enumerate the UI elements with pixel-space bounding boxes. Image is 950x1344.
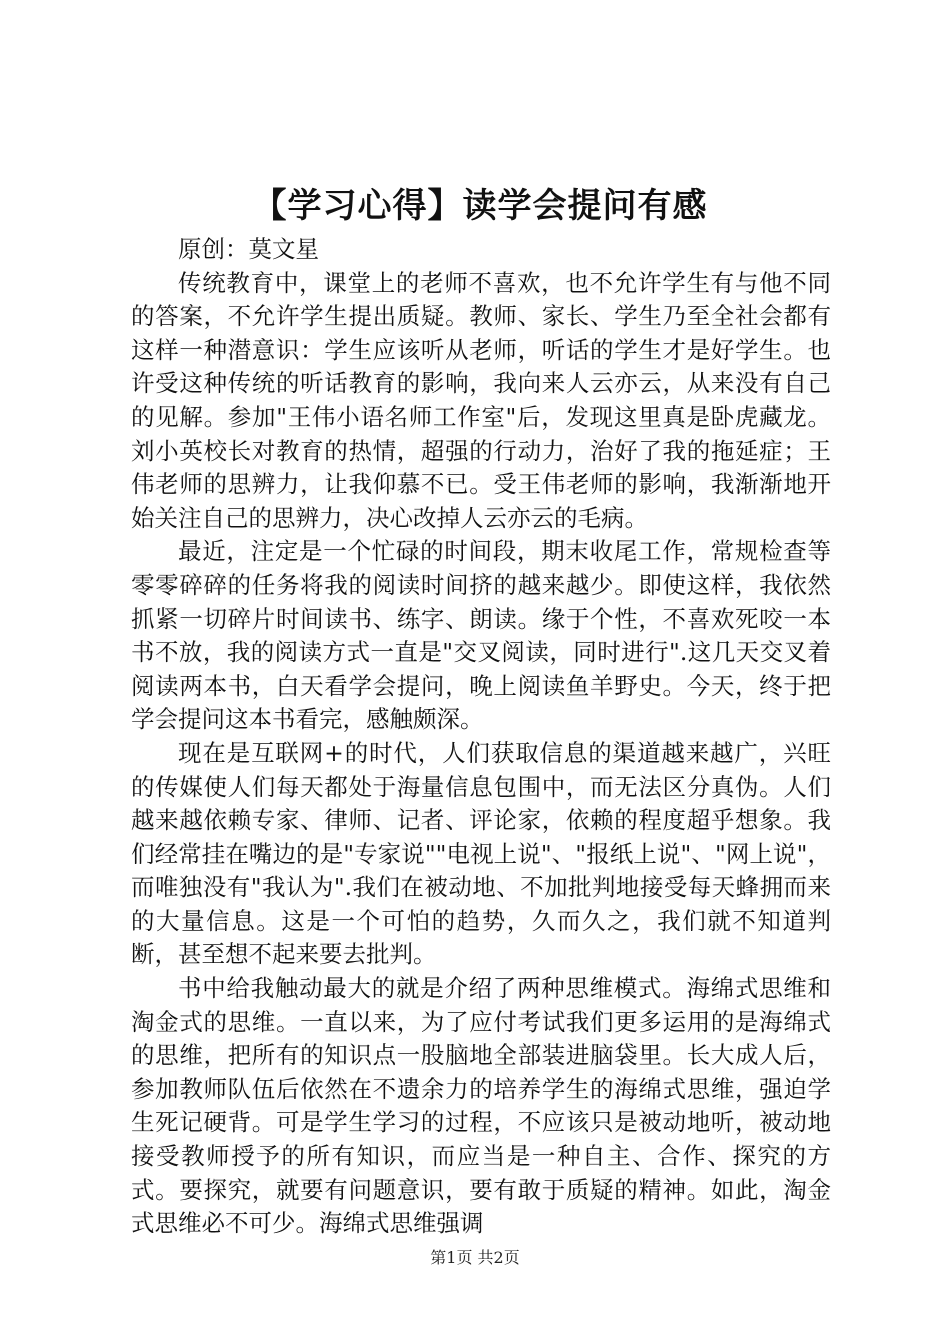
document-body <box>131 233 831 1241</box>
author-line: 原创：莫文星 <box>178 235 319 263</box>
paragraph: 传统教育中，课堂上的老师不喜欢，也不允许学生有与他不同的答案，不允许学生提出质疑。教师、家长、学生乃至全社会都有这样一种潜意识：学生应该听从老师，听话的学生才是好学生。也许受这种传统的听话教育的影响，我向来人云亦云，从来没有自己的见解。参加"王伟小语名师工作室"后，发现这里真是卧虎藏龙。刘小英校长对教育的热情，超强的行动力，治好了我的拖延症；王伟老师的思辨力，让我仰慕不已。受王伟老师的影响，我渐渐地开始关注自己的思辨力，决心改掉人云亦云的毛病。 <box>131 268 831 532</box>
paragraph: 书中给我触动最大的就是介绍了两种思维模式。海绵式思维和淘金式的思维。一直以来，为了应付考试我们更多运用的是海绵式的思维，把所有的知识点一股脑地全部装进脑袋里。长大成人后，参加教师队伍后依然在不遗余力的培养学生的海绵式思维，强迫学生死记硬背。可是学生学习的过程，不应该只是被动地听，被动地接受教师授予的所有知识，而应当是一种自主、合作、探究的方式。要探究，就要有问题意识，要有敢于质疑的精神。如此，淘金式思维必不可少。海绵式思维强调 <box>131 974 831 1238</box>
page-title: 【学习心得】读学会提问有感 <box>252 186 708 226</box>
page-footer: 第1页 共2页 <box>430 1248 520 1267</box>
paragraph: 现在是互联网+的时代，人们获取信息的渠道越来越广，兴旺的传媒使人们每天都处于海量信息包围中，而无法区分真伪。人们越来越依赖专家、律师、记者、评论家，依赖的程度超乎想象。我们经常挂在嘴边的是"专家说""电视上说"、"报纸上说"、"网上说"，而唯独没有"我认为".我们在被动地、不加批判地接受每天蜂拥而来的大量信息。这是一个可怕的趋势，久而久之，我们就不知道判断，甚至想不起来要去批判。 <box>131 738 831 969</box>
paragraph: 最近，注定是一个忙碌的时间段，期末收尾工作，常规检查等零零碎碎的任务将我的阅读时间挤的越来越少。即使这样，我依然抓紧一切碎片时间读书、练字、朗读。缘于个性，不喜欢死咬一本书不放，我的阅读方式一直是"交叉阅读，同时进行".这几天交叉着阅读两本书，白天看学会提问，晚上阅读鱼羊野史。今天，终于把学会提问这本书看完，感触颇深。 <box>131 537 831 734</box>
